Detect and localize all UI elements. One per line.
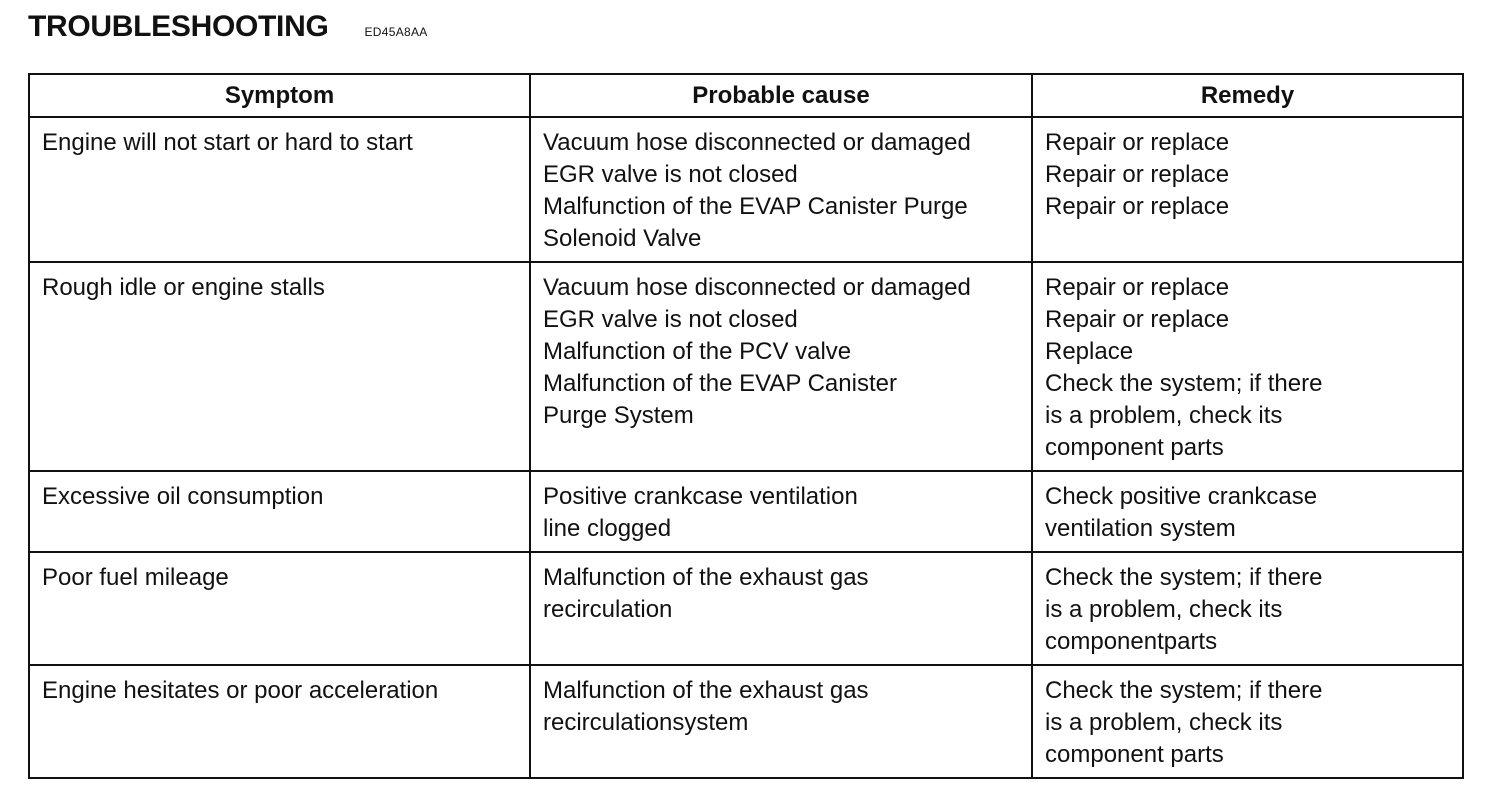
symptom-text: Rough idle or engine stalls xyxy=(42,274,325,301)
cause-cell xyxy=(530,665,1032,778)
remedy-text: is a problem, check its xyxy=(1045,402,1283,429)
table-header-row xyxy=(29,74,1463,117)
cause-text: recirculation xyxy=(543,596,673,623)
column-header-probable-cause: Probable cause xyxy=(530,74,1032,117)
cause-text: Malfunction of the exhaust gas xyxy=(543,564,869,591)
cause-text: EGR valve is not closed xyxy=(543,306,798,333)
table-row xyxy=(29,552,1463,665)
troubleshooting-table xyxy=(28,73,1464,779)
cause-cell xyxy=(530,117,1032,262)
table-row xyxy=(29,665,1463,778)
remedy-text: component parts xyxy=(1045,741,1224,768)
cause-text: Solenoid Valve xyxy=(543,225,702,252)
remedy-text: Replace xyxy=(1045,338,1134,365)
symptom-text: Poor fuel mileage xyxy=(42,564,229,591)
symptom-cell xyxy=(29,117,530,262)
symptom-cell xyxy=(29,552,530,665)
remedy-cell xyxy=(1032,471,1463,552)
symptom-cell xyxy=(29,665,530,778)
cause-text: Positive crankcase ventilation xyxy=(543,483,858,510)
cause-text: Malfunction of the EVAP Canister Purge xyxy=(543,193,968,220)
symptom-cell xyxy=(29,262,530,471)
symptom-text: Engine hesitates or poor acceleration xyxy=(42,677,439,704)
remedy-cell xyxy=(1032,117,1463,262)
cause-text: Malfunction of the EVAP Canister xyxy=(543,370,897,397)
symptom-text: Excessive oil consumption xyxy=(42,483,324,510)
remedy-text: Repair or replace xyxy=(1045,274,1230,301)
column-header-symptom: Symptom xyxy=(29,74,530,117)
cause-text: Vacuum hose disconnected or damaged xyxy=(543,274,971,301)
remedy-text: Repair or replace xyxy=(1045,129,1230,156)
remedy-text: Repair or replace xyxy=(1045,306,1230,333)
cause-cell xyxy=(530,262,1032,471)
remedy-text: Check positive crankcase xyxy=(1045,483,1318,510)
cause-text: Purge System xyxy=(543,402,694,429)
cause-text: recirculationsystem xyxy=(543,709,749,736)
table-row xyxy=(29,117,1463,262)
page-header xyxy=(28,10,428,44)
remedy-text: Check the system; if there xyxy=(1045,564,1323,591)
remedy-text: is a problem, check its xyxy=(1045,596,1283,623)
remedy-text: componentparts xyxy=(1045,628,1218,655)
remedy-text: Check the system; if there xyxy=(1045,370,1323,397)
cause-text: Malfunction of the PCV valve xyxy=(543,338,852,365)
remedy-cell xyxy=(1032,552,1463,665)
remedy-text: component parts xyxy=(1045,434,1224,461)
cause-text: line clogged xyxy=(543,515,672,542)
table-row xyxy=(29,471,1463,552)
remedy-text: is a problem, check its xyxy=(1045,709,1283,736)
remedy-text: Check the system; if there xyxy=(1045,677,1323,704)
remedy-text: Repair or replace xyxy=(1045,193,1230,220)
document-code: ED45A8AA xyxy=(364,25,428,39)
remedy-cell xyxy=(1032,665,1463,778)
symptom-text: Engine will not start or hard to start xyxy=(42,129,413,156)
cause-text: Vacuum hose disconnected or damaged xyxy=(543,129,971,156)
page-title: TROUBLESHOOTING xyxy=(28,10,329,43)
cause-cell xyxy=(530,471,1032,552)
cause-text: Malfunction of the exhaust gas xyxy=(543,677,869,704)
column-header-remedy: Remedy xyxy=(1032,74,1463,117)
remedy-cell xyxy=(1032,262,1463,471)
cause-text: EGR valve is not closed xyxy=(543,161,798,188)
table-row xyxy=(29,262,1463,471)
cause-cell xyxy=(530,552,1032,665)
remedy-text: ventilation system xyxy=(1045,515,1236,542)
symptom-cell xyxy=(29,471,530,552)
remedy-text: Repair or replace xyxy=(1045,161,1230,188)
